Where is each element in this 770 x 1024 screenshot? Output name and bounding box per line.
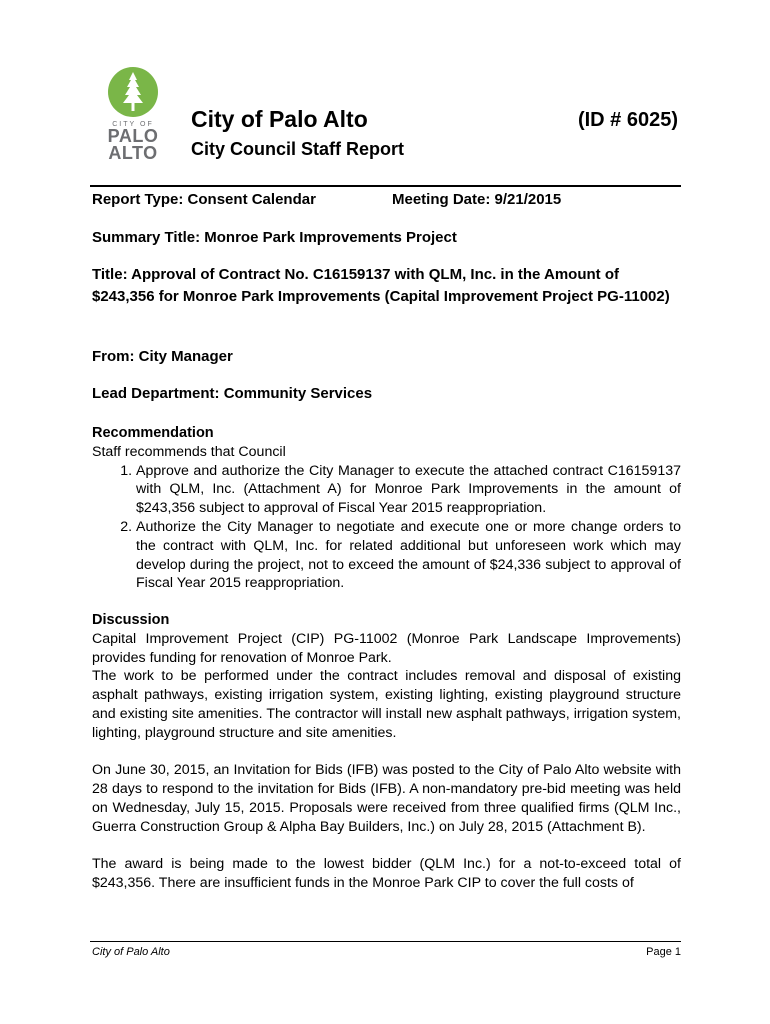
logo-alto-text: ALTO [108, 143, 158, 163]
page-number: Page 1 [646, 946, 681, 958]
city-logo [107, 66, 159, 162]
recommendation-section [92, 424, 681, 593]
recommendation-list [92, 462, 681, 594]
report-title: Title: Approval of Contract No. C16159137 with QLM, Inc. in the Amount of $243,356 for Monroe Park Improvements (Capital Improvement Project PG-11002) [92, 266, 670, 305]
logo-palo-text: PALO [107, 126, 159, 146]
header-divider [90, 185, 681, 187]
discussion-paragraph: Capital Improvement Project (CIP) PG-11002 (Monroe Park Landscape Improvements) provides funding for renovation of Monroe Park. [92, 630, 681, 666]
recommendation-item: 2. Authorize the City Manager to negotiate and execute one or more change orders to the contract with QLM, Inc. for related additional but unforeseen work which may develop during the project, not to exceed the amount of $24,336 subject to approval of Fiscal Year 2015 reappropriation. [136, 518, 681, 593]
discussion-paragraph: The award is being made to the lowest bidder (QLM Inc.) for a not-to-exceed total of $243,356. There are insufficient funds in the Monroe Park CIP to cover the full costs of [92, 856, 681, 892]
recommendation-item: 1. Approve and authorize the City Manager to execute the attached contract C16159137 with QLM, Inc. (Attachment A) for Monroe Park Improvements in the amount of $243,356 subject to approval of Fiscal Year 2015 reappropriation. [136, 462, 681, 518]
discussion-paragraph: The work to be performed under the contract includes removal and disposal of existing asphalt pathways, existing irrigation system, existing lighting, existing playground structure and existing site amenities. The contractor will install new asphalt pathways, irrigation system, lighting, playground structure and site amenities. [92, 668, 681, 741]
recommendation-intro: Staff recommends that Council [92, 443, 286, 460]
lead-department: Lead Department: Community Services [92, 385, 373, 402]
discussion-heading: Discussion [92, 612, 170, 628]
meeting-date: Meeting Date: 9/21/2015 [392, 191, 562, 208]
report-type: Report Type: Consent Calendar [92, 191, 316, 208]
tree-seal-icon [107, 66, 159, 118]
report-subtitle: City Council Staff Report [191, 139, 405, 159]
org-title: City of Palo Alto [191, 106, 368, 132]
recommendation-heading: Recommendation [92, 425, 214, 441]
document-id: (ID # 6025) [577, 109, 678, 131]
summary-title: Summary Title: Monroe Park Improvements Project [92, 229, 457, 246]
discussion-section [92, 611, 681, 893]
discussion-paragraph: On June 30, 2015, an Invitation for Bids (IFB) was posted to the City of Palo Alto website with 28 days to respond to the invitation for Bids (IFB). A non-mandatory pre-bid meeting was held on Wednesday, July 15, 2015. Proposals were received from three qualified firms (QLM Inc., Guerra Construction Group & Alpha Bay Builders, Inc.) on July 28, 2015 (Attachment B). [92, 762, 681, 835]
footer-org: City of Palo Alto [92, 946, 170, 958]
logo-city-text: CITY OF [112, 121, 154, 128]
footer-divider [90, 941, 681, 942]
from-line: From: City Manager [92, 348, 233, 365]
